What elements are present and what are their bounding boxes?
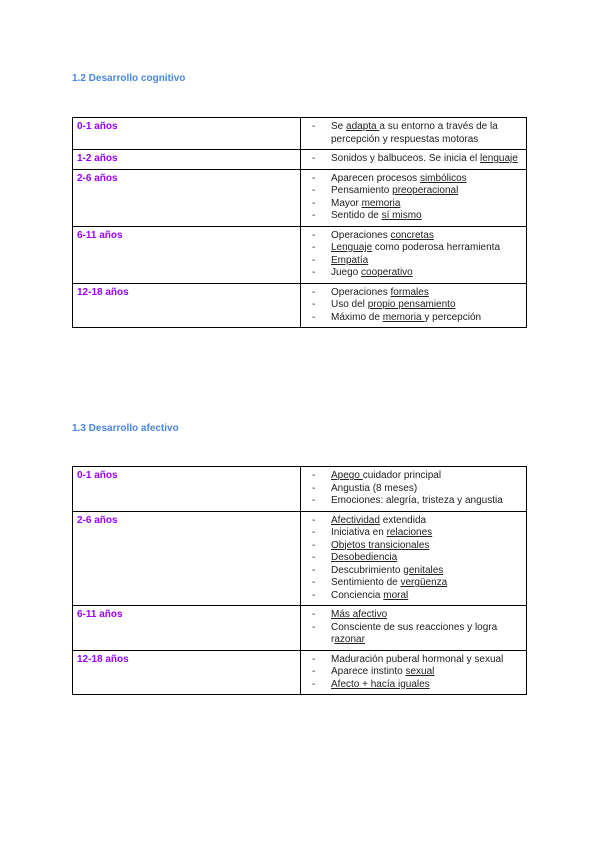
age-range-cell: 0-1 años	[73, 467, 301, 512]
underlined-term: relaciones	[386, 527, 433, 538]
table-row	[73, 606, 527, 651]
underlined-term: adapta	[346, 121, 380, 132]
list-item	[305, 312, 522, 325]
text-segment: Mayor	[331, 197, 362, 209]
list-item	[305, 121, 522, 146]
table-row	[73, 467, 527, 512]
text-segment: Consciente de sus reacciones y logra r	[331, 621, 498, 645]
list-item	[305, 242, 522, 255]
list-item	[305, 515, 522, 528]
underlined-term: Empatía	[331, 254, 369, 266]
text-segment: Sentimiento de	[331, 577, 401, 588]
text-segment: Conciencia	[331, 589, 384, 601]
description-cell	[301, 226, 527, 283]
underlined-term: Lenguaje	[331, 242, 373, 253]
text-segment: y percepción	[424, 311, 482, 323]
age-range-cell: 2-6 años	[73, 511, 301, 606]
underlined-term: azonar	[334, 634, 365, 645]
list-item	[305, 299, 522, 312]
underlined-term: genitales	[403, 564, 444, 576]
text-segment: Descubrimiento	[331, 564, 404, 576]
age-range-cell: 0-1 años	[73, 118, 301, 150]
description-cell	[301, 511, 527, 606]
text-segment: Aparecen procesos	[331, 172, 420, 184]
bullet-list	[305, 153, 522, 166]
bullet-list	[305, 121, 522, 146]
text-segment: Emociones: alegría, tristeza y angustia	[331, 495, 503, 506]
underlined-term: moral	[383, 589, 409, 601]
text-segment: como poderosa herramienta	[372, 242, 501, 253]
underlined-term: Objetos transicionales	[331, 539, 430, 551]
description-cell	[301, 169, 527, 226]
text-segment: Iniciativa en	[331, 527, 387, 538]
text-segment: extendida	[379, 514, 427, 526]
text-segment: Sentido de	[331, 210, 382, 221]
underlined-term: lenguaje	[479, 153, 518, 164]
list-item	[305, 198, 522, 211]
list-item	[305, 470, 522, 483]
age-range-cell: 12-18 años	[73, 650, 301, 695]
underlined-term: memoria	[361, 197, 401, 209]
bullet-list	[305, 470, 522, 508]
text-segment: Operaciones	[331, 229, 391, 241]
text-segment: Operaciones	[331, 286, 391, 298]
description-cell	[301, 650, 527, 695]
underlined-term: formales	[390, 286, 429, 298]
table-row	[73, 283, 527, 328]
bullet-list	[305, 173, 522, 223]
text-segment: Máximo de	[331, 311, 383, 323]
underlined-term: Más afectivo	[331, 609, 388, 620]
list-item	[305, 666, 522, 679]
underlined-term: vergüenza	[400, 577, 448, 588]
underlined-term: simbólicos	[419, 172, 467, 184]
table-row	[73, 150, 527, 170]
underlined-term: Apego	[331, 470, 363, 481]
underlined-term: sexual	[405, 666, 435, 677]
bullet-list	[305, 515, 522, 603]
bullet-list	[305, 230, 522, 280]
list-item	[305, 153, 522, 166]
table-row	[73, 511, 527, 606]
section-heading-cognitivo: 1.2 Desarrollo cognitivo	[72, 73, 186, 84]
text-segment: a su entorno a través de la percepción y respuestas motoras	[331, 121, 498, 145]
underlined-term: Afectividad	[331, 514, 380, 526]
list-item	[305, 210, 522, 223]
list-item	[305, 185, 522, 198]
list-item	[305, 483, 522, 496]
list-item	[305, 552, 522, 565]
text-segment: Angustia (8 meses)	[331, 482, 418, 494]
age-range-cell: 6-11 años	[73, 606, 301, 651]
description-cell	[301, 467, 527, 512]
section-heading-afectivo: 1.3 Desarrollo afectivo	[72, 423, 179, 434]
age-range-cell: 12-18 años	[73, 283, 301, 328]
age-range-cell: 6-11 años	[73, 226, 301, 283]
list-item	[305, 267, 522, 280]
list-item	[305, 255, 522, 268]
underlined-term: propio pensamiento	[367, 299, 456, 310]
table-row	[73, 650, 527, 695]
list-item	[305, 173, 522, 186]
list-item	[305, 230, 522, 243]
age-range-cell: 2-6 años	[73, 169, 301, 226]
underlined-term: preoperacional	[392, 185, 459, 196]
text-segment: Sonidos y balbuceos. Se inicia el	[331, 153, 480, 164]
description-cell	[301, 606, 527, 651]
table-cognitivo	[72, 117, 527, 328]
table-afectivo	[72, 466, 527, 695]
underlined-term: sí mismo	[381, 210, 422, 221]
text-segment: Se	[331, 121, 347, 132]
underlined-term: Afecto + hacía iguales	[331, 678, 430, 690]
list-item	[305, 565, 522, 578]
bullet-list	[305, 654, 522, 692]
table-row	[73, 118, 527, 150]
table-row	[73, 226, 527, 283]
underlined-term: concretas	[390, 229, 434, 241]
text-segment: Maduración puberal hormonal y sexual	[331, 653, 504, 665]
list-item	[305, 495, 522, 508]
list-item	[305, 527, 522, 540]
underlined-term: cooperativo	[361, 267, 413, 278]
age-range-cell: 1-2 años	[73, 150, 301, 170]
description-cell	[301, 118, 527, 150]
text-segment: Pensamiento	[331, 185, 393, 196]
list-item	[305, 540, 522, 553]
list-item	[305, 654, 522, 667]
description-cell	[301, 150, 527, 170]
text-segment: Juego	[331, 267, 362, 278]
list-item	[305, 622, 522, 647]
underlined-term: memoria	[382, 311, 425, 323]
table-row	[73, 169, 527, 226]
list-item	[305, 590, 522, 603]
text-segment: Aparece instinto	[331, 666, 406, 677]
text-segment: cuidador principal	[362, 470, 442, 481]
underlined-term: Desobediencia	[331, 552, 398, 563]
bullet-list	[305, 287, 522, 325]
list-item	[305, 679, 522, 692]
text-segment: Uso del	[331, 299, 368, 310]
description-cell	[301, 283, 527, 328]
bullet-list	[305, 609, 522, 647]
list-item	[305, 609, 522, 622]
list-item	[305, 287, 522, 300]
list-item	[305, 577, 522, 590]
